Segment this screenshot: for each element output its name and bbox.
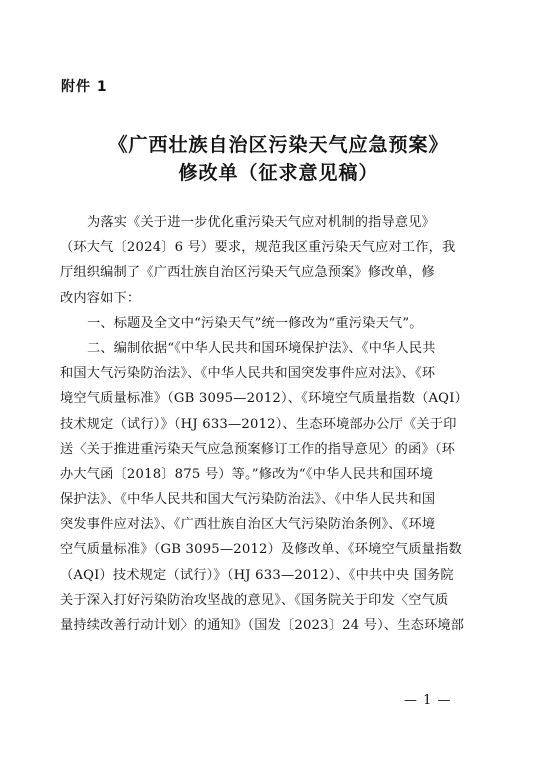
paragraph-line: 厅组织编制了《广西壮族自治区污染天气应急预案》修改单，修 [60, 265, 435, 281]
paragraph-line: 送〈关于推进重污染天气应急预案修订工作的指导意见〉的函》（环 [60, 441, 456, 457]
paragraph-line: 和国大气污染防治法》、《中华人民共和国突发事件应对法》、《环 [60, 366, 436, 382]
paragraph-line: 突发事件应对法》、《广西壮族自治区大气污染防治条例》、《环境 [60, 517, 436, 533]
document-body [60, 210, 500, 638]
document-title-line-2: 修改单（征求意见稿） [178, 162, 379, 184]
paragraph-line: 量持续改善行动计划〉的通知》（国发〔2023〕24 号）、生态环境部 [60, 618, 465, 633]
paragraph-line: 空气质量标准》（GB 3095—2012）及修改单、《环境空气质量指数 [60, 542, 462, 558]
attachment-label: 附件 1 [61, 79, 108, 95]
paragraph-line: 技术规定（试行）》（HJ 633—2012）、生态环境部办公厅《关于印 [60, 416, 457, 432]
paragraph-line: 一、标题及全文中“污染天气”统一修改为“重污染天气”。 [87, 315, 423, 331]
paragraph-line: （环大气〔2024〕6 号）要求，规范我区重污染天气应对工作，我 [60, 240, 456, 256]
paragraph-line: 为落实《关于进一步优化重污染天气应对机制的指导意见》 [87, 215, 436, 230]
paragraph-line: 境空气质量标准》（GB 3095—2012）、《环境空气质量指数（AQI） [60, 391, 468, 407]
paragraph-line: 关于深入打好污染防治攻坚战的意见》、《国务院关于印发〈空气质 [60, 592, 449, 608]
paragraph-line: （AQI）技术规定（试行）》（HJ 633—2012）、《中共中央 国务院 [60, 567, 454, 583]
page-number: — 1 — [404, 693, 452, 708]
document-title-line-1: 《广西壮族自治区污染天气应急预案》 [108, 134, 449, 156]
paragraph-line: 改内容如下： [60, 290, 141, 306]
paragraph-line: 二、编制依据“《中华人民共和国环境保护法》、《中华人民共 [87, 340, 436, 356]
paragraph-line: 办大气函〔2018〕875 号）等。”修改为“《中华人民共和国环境 [60, 466, 434, 482]
paragraph-line: 保护法》、《中华人民共和国大气污染防治法》、《中华人民共和国 [60, 492, 436, 508]
